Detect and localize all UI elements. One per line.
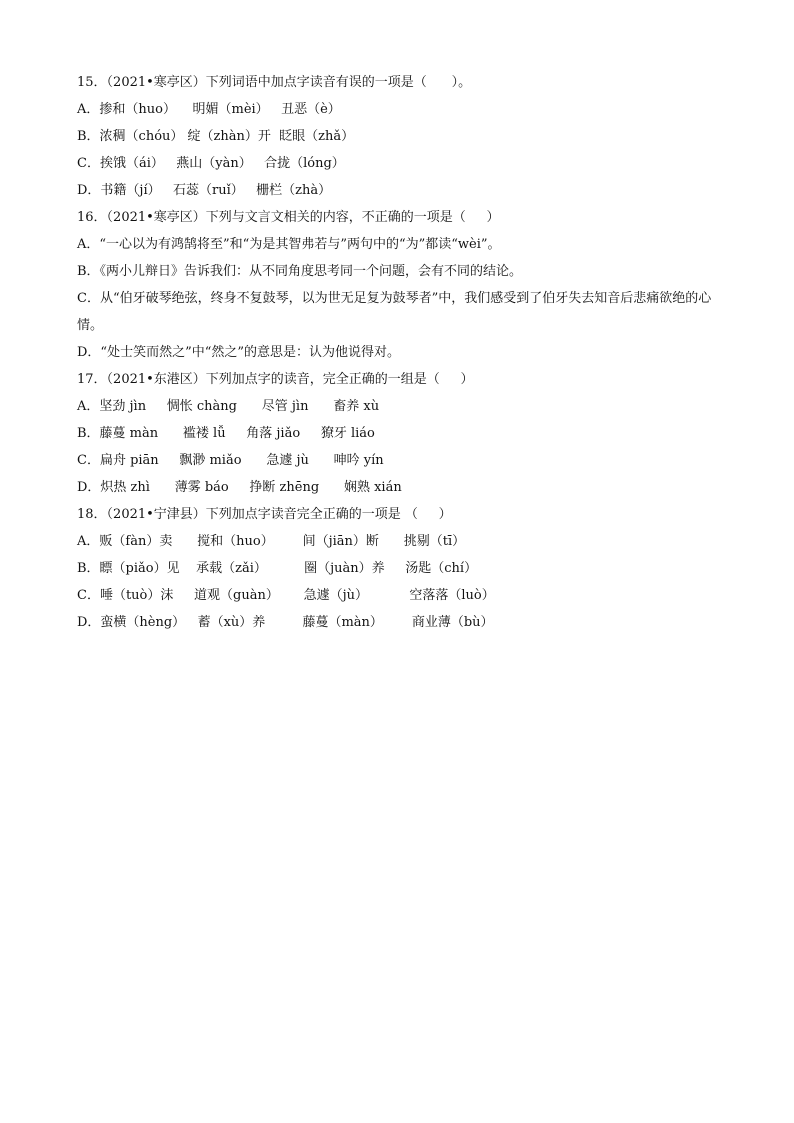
question-18-stem: 18．（2021•宁津县）下列加点字读音完全正确的一项是 （ ）	[77, 507, 452, 522]
question-17-stem: 17．（2021•东港区）下列加点字的读音，完全正确的一组是（ ）	[77, 372, 474, 387]
question-16-stem: 16．（2021•寒亭区）下列与文言文相关的内容，不正确的一项是（ ）	[77, 210, 500, 225]
question-16-option-d: D．“处士笑而然之”中“然之”的意思是：认为他说得对。	[77, 345, 401, 360]
question-18-option-c: C．唾（tuò）沫 道观（guàn） 急遽（jù） 空落落（luò）	[77, 588, 495, 603]
question-15-option-a: A．掺和（huo） 明媚（mèi） 丑恶（è）	[77, 102, 341, 117]
question-16-option-a: A．“一心以为有鸿鹄将至”和“为是其智弗若与”两句中的“为”都读“wèi”。	[77, 237, 501, 252]
question-18-option-b: B．瞟（piǎo）见 承载（zǎi） 圈（juàn）养 汤匙（chí）	[77, 561, 478, 576]
question-17-option-d: D．炽热 zhì 薄雾 báo 挣断 zhēng 娴熟 xián	[77, 480, 402, 495]
question-list	[77, 74, 727, 641]
question-15-option-b: B．浓稠（chóu） 绽（zhàn）开 眨眼（zhǎ）	[77, 129, 355, 144]
question-15-option-d: D．书籍（jí） 石蕊（ruǐ） 栅栏（zhà）	[77, 183, 332, 198]
question-15-stem: 15．（2021•寒亭区）下列词语中加点字读音有误的一项是（ ）。	[77, 75, 472, 90]
question-17-option-b: B．藤蔓 màn 褴褛 lǚ 角落 jiǎo 獠牙 liáo	[77, 426, 375, 441]
question-18-option-a: A．贩（fàn）卖 搅和（huo） 间（jiān）断 挑剔（tī）	[77, 534, 466, 549]
question-16-option-c: C．从“伯牙破琴绝弦，终身不复鼓琴，以为世无足复为鼓琴者”中，我们感受到了伯牙失去知音后悲痛欲绝的心情。	[77, 291, 712, 333]
question-17-option-c: C．扁舟 piān 飘渺 miǎo 急遽 jù 呻吟 yín	[77, 453, 384, 468]
question-17-option-a: A．坚劲 jìn 惆怅 chàng 尽管 jìn 畜养 xù	[77, 399, 380, 414]
question-18-option-d: D．蛮横（hèng） 蓄（xù）养 藤蔓（màn） 商业薄（bù）	[77, 615, 494, 630]
question-16-option-b: B．《两小儿辩日》告诉我们：从不同角度思考同一个问题，会有不同的结论。	[77, 264, 523, 279]
question-15-option-c: C．挨饿（ái） 燕山（yàn） 合拢（lóng）	[77, 156, 345, 171]
